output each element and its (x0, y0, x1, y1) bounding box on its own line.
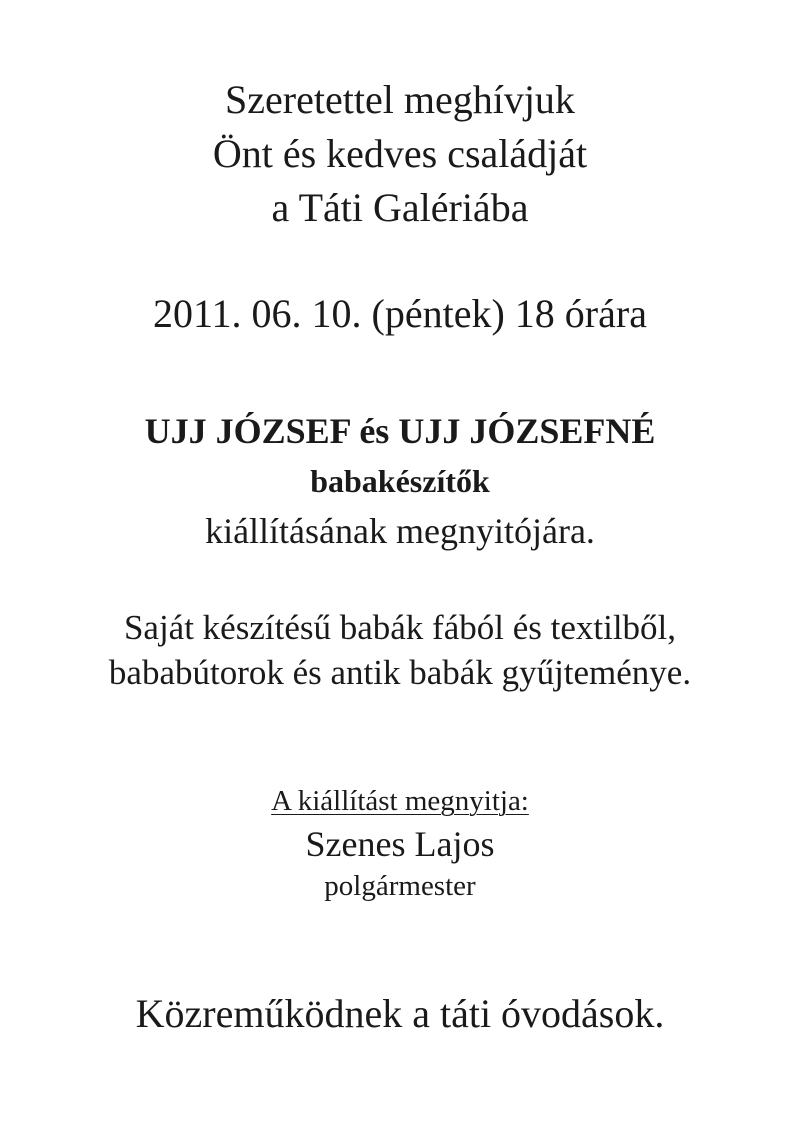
intro-line-2: Önt és kedves családját (212, 131, 588, 176)
description-line-1: Saját készítésű babák fából és textilből, (123, 608, 677, 647)
description-line-2: bababútorok és antik babák gyűjteménye. (108, 653, 692, 692)
event-date-time: 2011. 06. 10. (péntek) 18 órára (153, 291, 647, 336)
artist-name-2: UJJ JÓZSEFNÉ (398, 411, 656, 451)
intro-line-3: a Táti Galériába (271, 185, 529, 230)
closing-note: Közreműködnek a táti óvodások. (135, 991, 665, 1036)
opening-text: kiállításának megnyitójára. (205, 511, 595, 551)
opener-name: Szenes Lajos (305, 824, 495, 864)
artists-title: babakészítők (310, 463, 490, 499)
opener-role: polgármester (324, 870, 476, 902)
artist-name-1: UJJ JÓZSEF (144, 411, 351, 451)
artists-conjunction: és (359, 411, 390, 451)
artists-heading (0, 410, 800, 452)
intro-line-1: Szeretettel meghívjuk (225, 77, 575, 122)
opener-label: A kiállítást megnyitja: (271, 785, 529, 817)
